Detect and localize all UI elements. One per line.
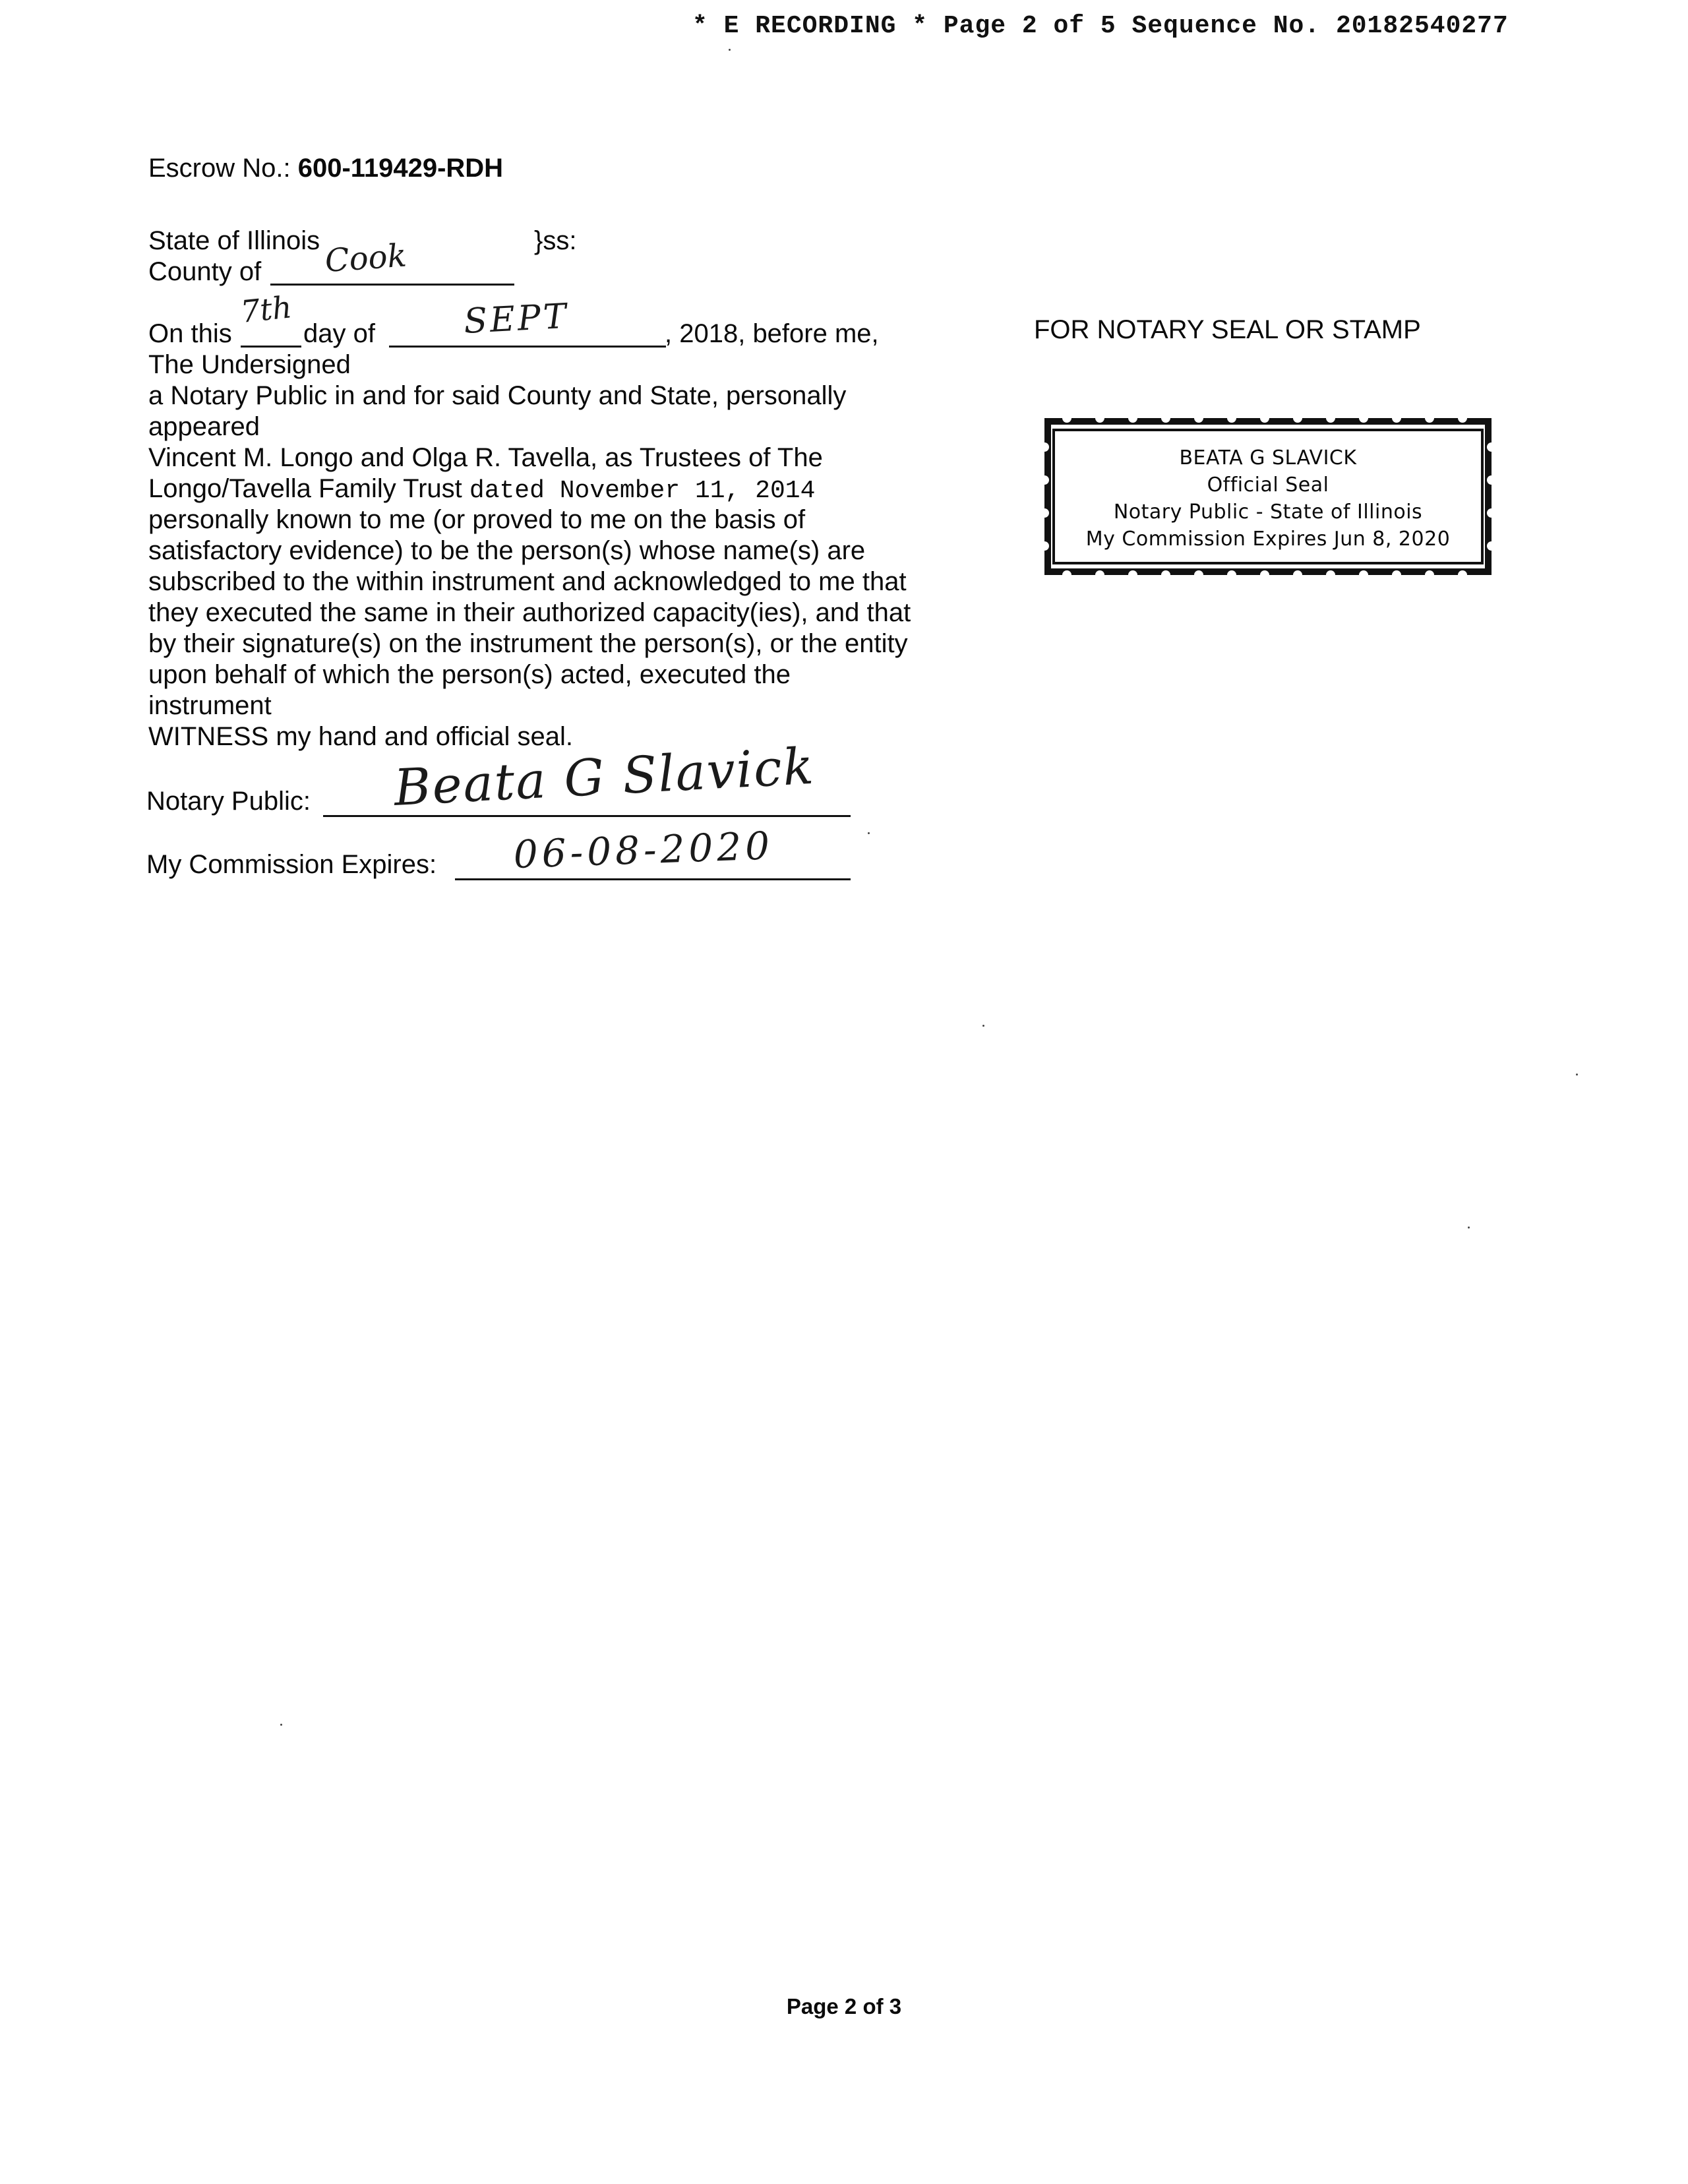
- county-label: County of: [148, 257, 262, 286]
- seal-notary-state: Notary Public - State of Illinois: [1113, 501, 1423, 524]
- month-handwritten: SEPT: [462, 296, 570, 342]
- names-line-1: Vincent M. Longo and Olga R. Tavella, as Trustees of The: [148, 443, 823, 472]
- witness-line: WITNESS my hand and official seal.: [148, 722, 573, 751]
- body-line-2: satisfactory evidence) to be the person(s) whose name(s) are: [148, 536, 866, 565]
- year-before-me: , 2018, before me,: [665, 319, 879, 348]
- notary-signature: Beata G Slavick: [392, 736, 816, 817]
- escrow-number: 600-119429-RDH: [297, 154, 504, 183]
- appeared-line: appeared: [148, 412, 260, 441]
- seal-inner: [1052, 429, 1484, 564]
- seal-name: BEATA G SLAVICK: [1179, 446, 1357, 470]
- scan-speck: [729, 49, 731, 51]
- commission-handwritten: 06-08-2020: [512, 823, 775, 877]
- scan-speck: [982, 1025, 984, 1027]
- escrow-label: Escrow No.:: [148, 154, 291, 183]
- commission-blank: [455, 878, 851, 880]
- commission-label: My Commission Expires:: [146, 850, 437, 879]
- body-line-4: they executed the same in their authorized capacity(ies), and that: [148, 598, 911, 627]
- trust-date: dated November 11, 2014: [469, 477, 816, 505]
- ss-mark: }ss:: [534, 226, 577, 255]
- seal-commission: My Commission Expires Jun 8, 2020: [1085, 528, 1451, 551]
- seal-label: FOR NOTARY SEAL OR STAMP: [1034, 315, 1421, 344]
- county-handwritten: Cook: [324, 237, 408, 280]
- day-of-label: day of: [303, 319, 375, 348]
- body-line-1: personally known to me (or proved to me on the basis of: [148, 505, 806, 534]
- page-number: Page 2 of 3: [786, 1994, 902, 2018]
- names-line-2: [148, 473, 815, 506]
- recording-header: * E RECORDING * Page 2 of 5 Sequence No. 20182540277: [692, 12, 1509, 40]
- trust-name: Longo/Tavella Family Trust: [148, 474, 462, 503]
- day-handwritten: 7th: [239, 289, 293, 330]
- notary-line: a Notary Public in and for said County and State, personally: [148, 381, 847, 410]
- on-this-label: On this: [148, 319, 232, 348]
- body-line-5: by their signature(s) on the instrument the person(s), or the entity: [148, 629, 908, 658]
- notary-seal: [1040, 414, 1495, 579]
- month-blank: [389, 346, 666, 348]
- scan-speck: [280, 1724, 282, 1726]
- state-line: State of Illinois: [148, 226, 320, 255]
- county-blank: [270, 284, 514, 286]
- undersigned-line: The Undersigned: [148, 350, 351, 379]
- body-line-7: instrument: [148, 691, 272, 720]
- body-line-3: subscribed to the within instrument and acknowledged to me that: [148, 567, 907, 596]
- notary-public-label: Notary Public:: [146, 787, 311, 816]
- scan-speck: [1576, 1074, 1578, 1076]
- escrow-line: [148, 153, 503, 184]
- day-blank: [241, 346, 301, 348]
- scan-speck: [868, 832, 870, 834]
- scan-speck: [1468, 1227, 1470, 1228]
- body-line-6: upon behalf of which the person(s) acted, executed the: [148, 660, 791, 689]
- seal-official: Official Seal: [1207, 473, 1329, 497]
